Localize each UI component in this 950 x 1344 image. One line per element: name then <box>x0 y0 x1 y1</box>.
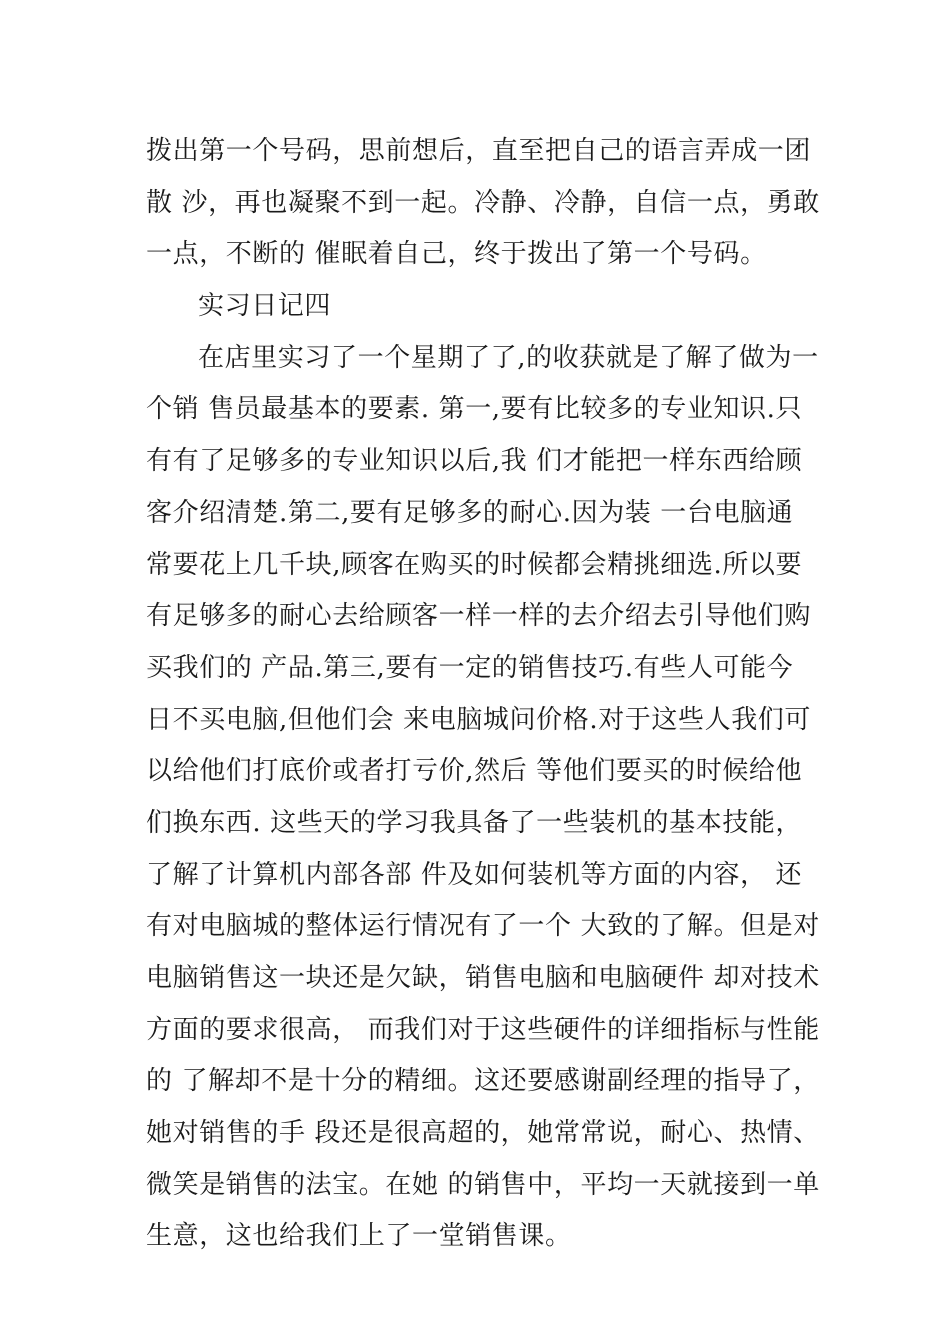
text-line: 拨出第一个号码，思前想后，直至把自己的语言弄成一团 <box>146 136 812 166</box>
text-line: 客介绍清楚.第二,要有足够多的耐心.因为装 一台电脑通 <box>146 497 794 528</box>
text-line: 散 沙，再也凝聚不到一起。冷静、冷静，自信一点，勇敢 <box>146 187 820 218</box>
text-line: 在店里实习了一个星期了了,的收获就是了解了做为一 <box>198 342 819 373</box>
text-line: 有有了足够多的专业知识以后,我 们才能把一样东西给顾 <box>146 446 803 477</box>
text-line: 方面的要求很高， 而我们对于这些硬件的详细指标与性能 <box>146 1014 820 1045</box>
text-line: 买我们的 产品.第三,要有一定的销售技巧.有些人可能今 <box>146 652 794 683</box>
document-body <box>146 126 820 1263</box>
text-line: 了解了计算机内部各部 件及如何装机等方面的内容， 还 <box>146 859 803 890</box>
text-line: 微笑是销售的法宝。在她 的销售中，平均一天就接到一单 <box>146 1169 820 1200</box>
text-line: 常要花上几千块,顾客在购买的时候都会精挑细选.所以要 <box>146 549 803 580</box>
section-heading: 实习日记四 <box>198 291 332 322</box>
text-line: 个销 售员最基本的要素. 第一,要有比较多的专业知识.只 <box>146 394 803 425</box>
text-line: 电脑销售这一块还是欠缺，销售电脑和电脑硬件 却对技术 <box>146 963 820 993</box>
text-line: 一点，不断的 催眠着自己，终于拨出了第一个号码。 <box>146 239 767 270</box>
text-line: 生意，这也给我们上了一堂销售课。 <box>146 1221 572 1252</box>
text-line: 们换东西. 这些天的学习我具备了一些装机的基本技能， <box>146 807 803 838</box>
text-line: 有对电脑城的整体运行情况有了一个 大致的了解。但是对 <box>146 911 820 942</box>
text-line: 以给他们打底价或者打亏价,然后 等他们要买的时候给他 <box>146 756 803 787</box>
text-line: 日不买电脑,但他们会 来电脑城问价格.对于这些人我们可 <box>146 704 811 735</box>
text-line: 的 了解却不是十分的精细。这还要感谢副经理的指导了， <box>146 1066 820 1097</box>
text-line: 她对销售的手 段还是很高超的，她常常说，耐心、热情、 <box>146 1118 820 1149</box>
text-line: 有足够多的耐心去给顾客一样一样的去介绍去引导他们购 <box>146 601 812 632</box>
